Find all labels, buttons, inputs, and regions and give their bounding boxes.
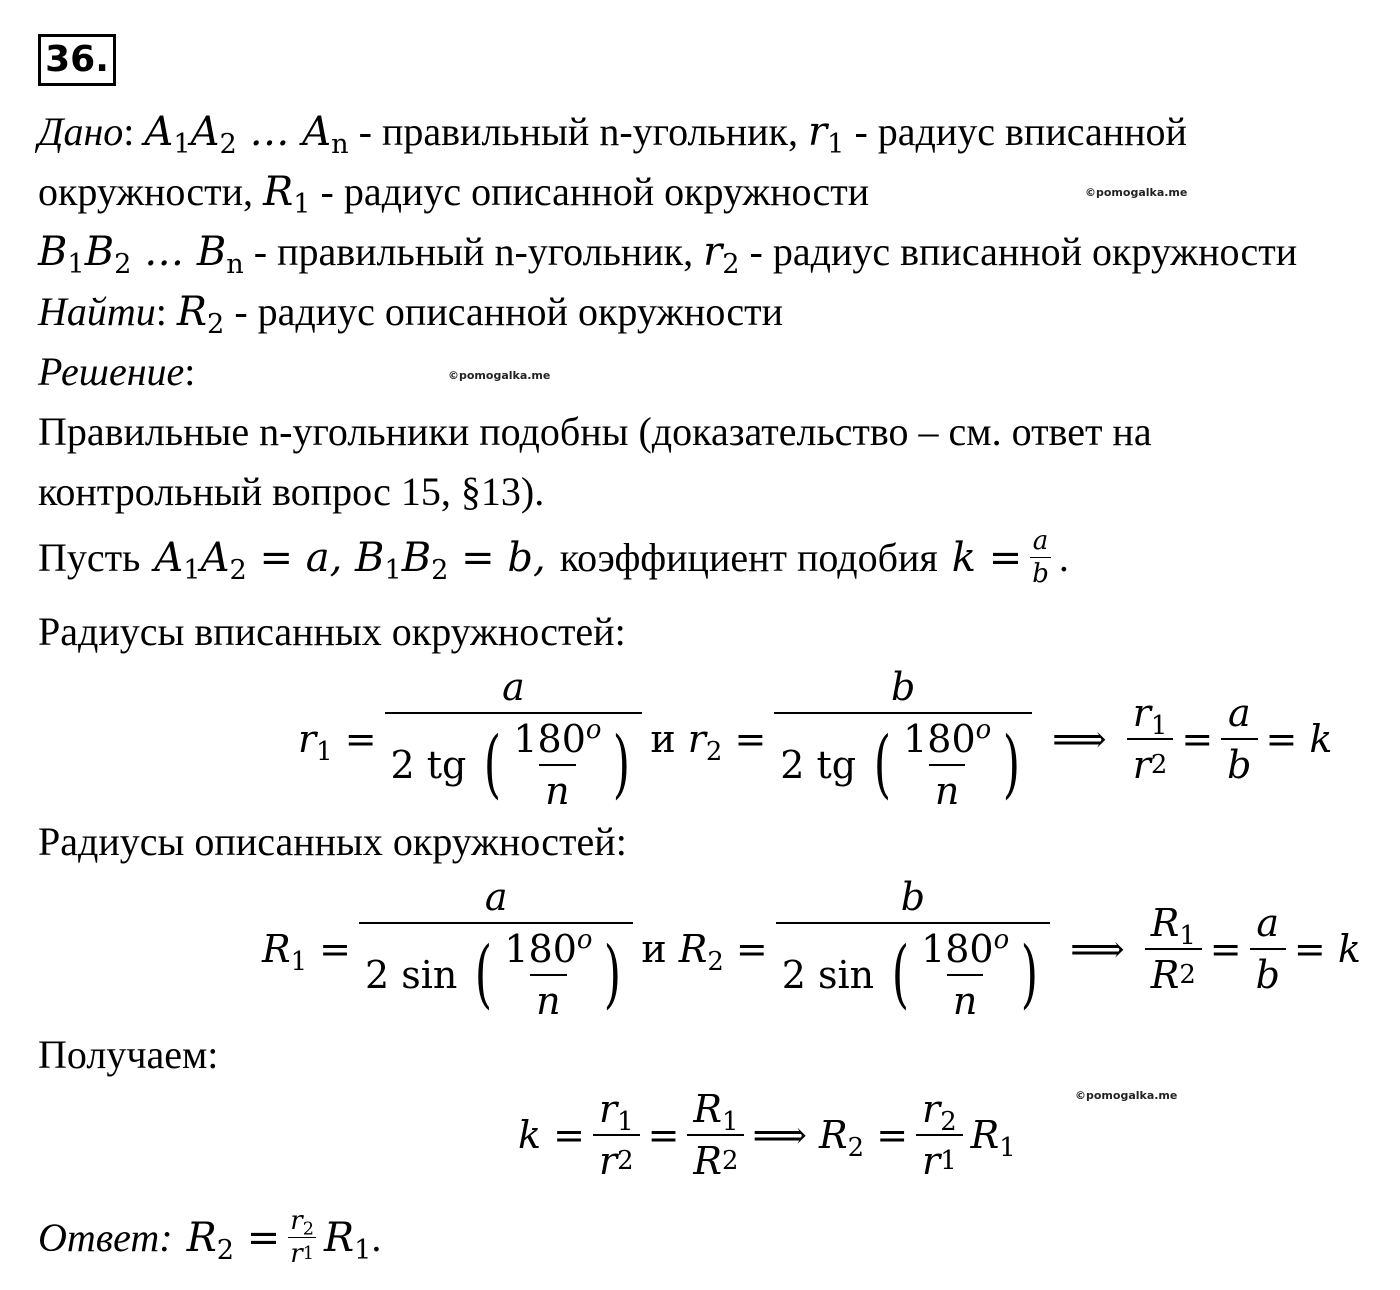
equation-inscribed: $r_1$ = a 2 tg ( $\frac{180^o}{n}$ ) и $r_2$ = b 2 tg ( $\frac{180^o}{n}$ ) ⟹ $r_1$ r 2 = $\frac{a}{b}$ = k xyxy=(298,665,1333,813)
fraction-r1-r2: $r_1$ r 2 xyxy=(1127,694,1174,784)
given-text-3: окружности, xyxy=(38,169,254,214)
r2-symbol: $r_2$ xyxy=(703,229,740,281)
let-line: Пусть $A_1A_2 = a$, $B_1B_2 = b$, коэффициент подобия k = $\frac{a}{b}$ . xyxy=(38,526,1069,589)
fraction-R2: b 2 sin ( $\frac{180^o}{n}$ ) xyxy=(776,878,1050,1020)
given-text-2: - радиус вписанной xyxy=(854,109,1187,154)
fraction-a-b-2: $\frac{a}{b}$ xyxy=(1250,904,1286,994)
heading-inscribed: Радиусы вписанных окружностей: xyxy=(38,609,626,654)
solution-label: Решение xyxy=(38,349,185,394)
fraction-r2: b 2 tg ( $\frac{180^o}{n}$ ) xyxy=(774,668,1032,810)
watermark-2: ©pomogalka.me xyxy=(448,369,551,382)
r1-symbol: $r_1$ xyxy=(808,109,845,161)
equation-circumscribed: $R_1$ = a 2 sin ( $\frac{180^o}{n}$ ) и $R_2$ = b 2 sin ( $\frac{180^o}{n}$ ) ⟹ $R_1$ R 2 = $\frac{a}{b}$ = k xyxy=(262,875,1361,1023)
k-fraction: $\frac{a}{b}$ xyxy=(1032,526,1049,589)
conj-1: и xyxy=(650,717,676,761)
let-prefix: Пусть xyxy=(38,534,141,580)
solution-para-1-line-1: Правильные n-угольники подобны (доказательство – см. ответ на xyxy=(38,409,1152,454)
answer-label: Ответ: xyxy=(38,1214,173,1260)
watermark-1: ©pomogalka.me xyxy=(1085,186,1188,199)
poly-a: $A_1A_2$ … $A_n$ xyxy=(144,109,349,161)
fraction-k-r: $r_1$ r 2 xyxy=(593,1090,640,1180)
find-line: Найти: $R_2$ - радиус описанной окружности xyxy=(38,289,784,341)
given-text-5: - правильный n-угольник, xyxy=(253,229,694,274)
let-text: коэффициент подобия xyxy=(559,534,938,580)
given-text-4: - радиус описанной окружности xyxy=(320,169,870,214)
find-text: - радиус описанной окружности xyxy=(234,289,784,334)
equation-result: k = $r_1$ r 2 = $R_1$ R 2 ⟹ $R_2$ = $r_2$ r 1 $R_1$ xyxy=(518,1087,1016,1183)
let-k: k = xyxy=(951,534,1023,581)
R1-symbol: $R_1$ xyxy=(263,169,311,221)
given-label: Дано xyxy=(38,109,124,154)
find-label: Найти xyxy=(38,289,156,334)
solution-para-1-line-2: контрольный вопрос 15, §13). xyxy=(38,469,545,514)
R2-symbol: $R_2$ xyxy=(176,289,225,341)
let-equation: $A_1A_2 = a$, $B_1B_2 = b$, xyxy=(154,534,546,586)
given-line-3 xyxy=(38,229,1298,281)
conj-2: и xyxy=(641,927,667,971)
fraction-R1: a 2 sin ( $\frac{180^o}{n}$ ) xyxy=(359,878,633,1020)
fraction-r1: a 2 tg ( $\frac{180^o}{n}$ ) xyxy=(385,668,643,810)
answer-fraction: $r_2$ r 1 xyxy=(290,1206,314,1269)
problem-number: 36. xyxy=(38,34,116,86)
fraction-k-R: $R_1$ R 2 xyxy=(687,1090,744,1180)
given-text-1: - правильный n-угольник, xyxy=(358,109,798,154)
fraction-R1-R2: $R_1$ R 2 xyxy=(1145,904,1202,994)
poly-b: $B_1B_2$ … $B_n$ xyxy=(38,229,244,281)
solution-heading: Решение: xyxy=(38,349,196,394)
answer-line: Ответ: $R_2$ = $r_2$ r 1 $R_1$ . xyxy=(38,1206,382,1269)
heading-circumscribed: Радиусы описанных окружностей: xyxy=(38,819,627,864)
given-line-2 xyxy=(38,169,870,221)
fraction-a-b-1: $\frac{a}{b}$ xyxy=(1221,694,1257,784)
given-line-1: Дано: $A_1A_2$ … $A_n$ - правильный n-угольник, $r_1$ - радиус вписанной xyxy=(38,109,1187,161)
heading-result: Получаем: xyxy=(38,1032,219,1077)
fraction-r2-r1: $r_2$ r 1 xyxy=(916,1090,963,1180)
watermark-3: ©pomogalka.me xyxy=(1075,1089,1178,1102)
given-text-6: - радиус вписанной окружности xyxy=(749,229,1298,274)
